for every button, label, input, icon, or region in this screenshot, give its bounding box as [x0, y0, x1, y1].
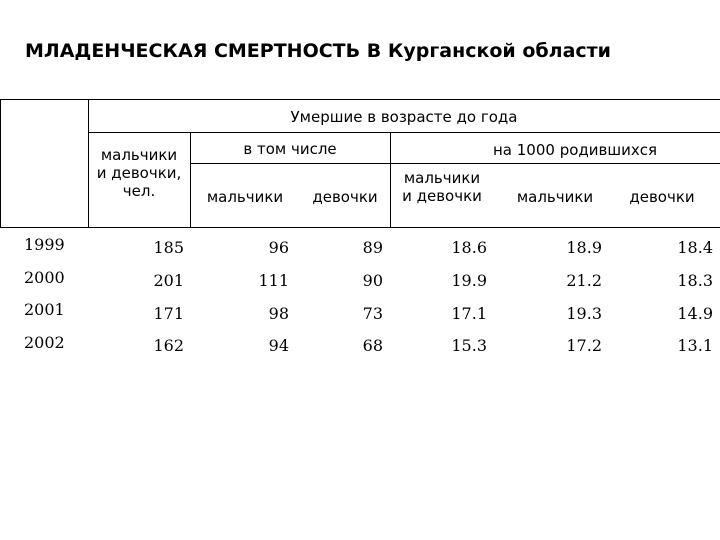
total-cell: 171 — [153, 304, 184, 323]
rate-total-cell: 17.1 — [451, 304, 487, 323]
table-left-border — [0, 99, 1, 228]
header-girls: девочки — [312, 188, 378, 206]
header-girls-rate: девочки — [629, 188, 695, 206]
rate-boys-cell: 18.9 — [566, 238, 602, 257]
girls-cell: 90 — [362, 271, 383, 290]
girls-cell: 68 — [362, 336, 383, 355]
rate-girls-cell: 13.1 — [677, 336, 713, 355]
girls-cell: 89 — [362, 238, 383, 257]
header-boys: мальчики — [206, 188, 284, 206]
rate-total-cell: 15.3 — [451, 336, 487, 355]
page-title: МЛАДЕНЧЕСКАЯ СМЕРТНОСТЬ В Курганской области — [25, 40, 611, 62]
year-cell: 2000 — [24, 268, 65, 287]
rate-girls-cell: 14.9 — [677, 304, 713, 323]
rate-total-cell: 19.9 — [451, 271, 487, 290]
header-died-under-one: Умершие в возрасте до года — [290, 108, 518, 126]
total-cell: 162 — [153, 336, 184, 355]
boys-cell: 96 — [268, 238, 289, 257]
header-divider-2 — [190, 163, 720, 164]
girls-cell: 73 — [362, 304, 383, 323]
boys-cell: 94 — [268, 336, 289, 355]
rate-girls-cell: 18.3 — [677, 271, 713, 290]
year-cell: 2002 — [24, 333, 65, 352]
boys-cell: 98 — [268, 304, 289, 323]
total-cell: 201 — [153, 271, 184, 290]
header-divider-1 — [88, 132, 720, 133]
rate-girls-cell: 18.4 — [677, 238, 713, 257]
year-cell: 1999 — [24, 235, 65, 254]
header-including: в том числе — [243, 140, 337, 158]
rate-boys-cell: 21.2 — [566, 271, 602, 290]
rate-boys-cell: 19.3 — [566, 304, 602, 323]
header-per-1000: на 1000 родившихся — [493, 141, 657, 159]
header-total: мальчики и девочки, чел. — [96, 146, 182, 200]
header-bottom-border — [0, 227, 720, 228]
total-cell: 185 — [153, 238, 184, 257]
rate-boys-cell: 17.2 — [566, 336, 602, 355]
boys-cell: 111 — [258, 271, 289, 290]
header-both: мальчики и девочки — [402, 169, 482, 205]
rate-total-cell: 18.6 — [451, 238, 487, 257]
header-boys-rate: мальчики — [516, 188, 594, 206]
table-top-border — [0, 99, 720, 100]
year-cell: 2001 — [24, 300, 65, 319]
